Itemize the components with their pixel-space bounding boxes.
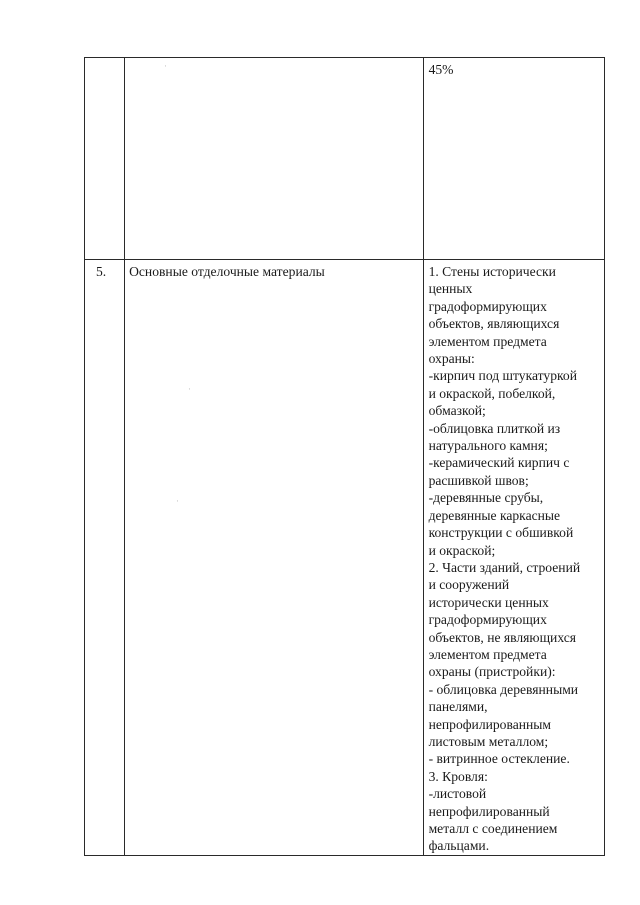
description-line: и окраской; [428, 542, 496, 558]
description-line: ценных [428, 281, 473, 297]
description-line: 1. Стены исторически [428, 264, 556, 279]
description-line: листовым металлом; [428, 733, 549, 749]
description-line: объектов, являющихся [428, 316, 560, 332]
description-line: объектов, не являющихся [428, 629, 577, 645]
description-line: -кирпич под штукатуркой [428, 368, 577, 384]
materials-table [84, 57, 605, 856]
description-line: 2. Части зданий, строений [428, 559, 581, 575]
description-line: -деревянные срубы, [428, 490, 544, 506]
scan-speck: · [164, 61, 167, 71]
description-line: градоформирующих [428, 612, 547, 628]
row-description-cell [423, 58, 604, 260]
description-line: обмазкой; [428, 403, 486, 419]
description-line: -керамический кирпич с [428, 455, 570, 471]
description-line: -листовой [428, 786, 487, 802]
description-line: деревянные каркасные [428, 507, 561, 523]
row-name-cell: Основные отделочные материалы [125, 260, 423, 856]
description-line: и сооружений [428, 577, 510, 593]
description-line: - облицовка деревянными [428, 681, 579, 697]
description-line: непрофилированный [428, 803, 550, 819]
description-line: охраны (пристройки): [428, 664, 556, 680]
description-line: - витринное остекление. [428, 751, 570, 767]
description-line: градоформирующих [428, 298, 547, 314]
description-line: металл с соединением [428, 821, 558, 836]
row-number-cell [85, 58, 125, 260]
description-line: конструкции с обшивкой [428, 525, 574, 541]
description-line: непрофилированным [428, 716, 552, 732]
description-line: панелями, [428, 699, 488, 715]
row-name-cell [125, 58, 423, 260]
row-number-cell: 5. [85, 260, 125, 856]
row-description-cell [423, 260, 604, 856]
scan-speck: · [188, 384, 191, 394]
description-line: -облицовка плиткой из [428, 420, 561, 436]
description-line: 3. Кровля: [428, 768, 488, 784]
table-row [85, 58, 605, 260]
description-line: элементом предмета [428, 646, 547, 662]
description-line: элементом предмета [428, 333, 547, 349]
scan-speck: · [176, 496, 179, 506]
description-line: фальцами. [428, 838, 490, 854]
description-line: натурального камня; [428, 438, 548, 454]
description-line: 45% [428, 62, 454, 77]
description-line: охраны: [428, 351, 475, 367]
table-row [85, 260, 605, 856]
description-line: и окраской, побелкой, [428, 385, 556, 401]
description-line: исторически ценных [428, 594, 549, 610]
description-line: расшивкой швов; [428, 472, 529, 488]
